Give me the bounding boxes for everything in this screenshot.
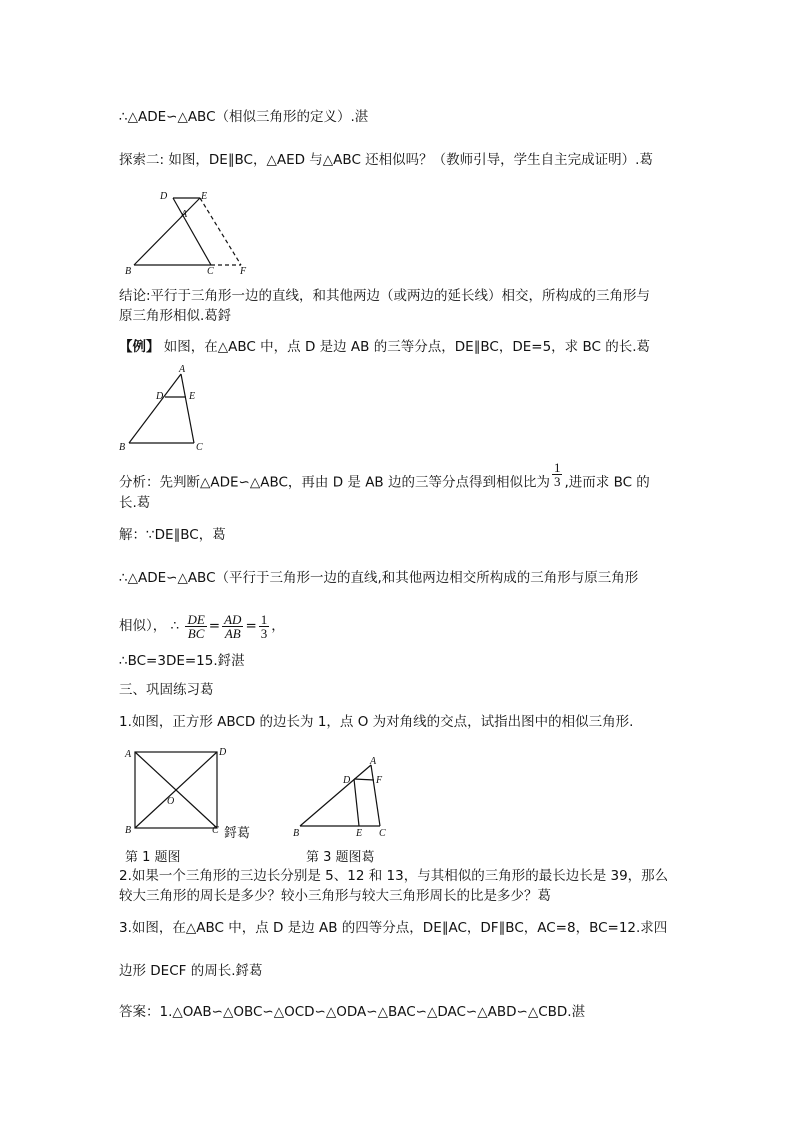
figure-4-triangle-parallelogram: [290, 755, 395, 840]
fig4-label-b: B: [293, 828, 300, 839]
equation-prefix: 相似），: [119, 618, 167, 634]
text-line-result: ∴BC=3DE=15.鋝湛: [119, 653, 245, 669]
fig2-label-d: D: [156, 391, 164, 402]
fig2-label-b: B: [119, 442, 126, 453]
fig3-label-c: C: [212, 825, 219, 836]
text-line-analysis: [119, 460, 650, 496]
fig4-label-e: E: [356, 828, 363, 839]
fig3-label-b: B: [125, 825, 132, 836]
eq-f1-num: DE: [187, 611, 205, 627]
example-text: 如图，在△ABC 中，点 D 是边 AB 的三等分点，DE∥BC，DE=5，求 BC 的长.葛: [159, 339, 650, 355]
text-line-solution: 解：∵DE∥BC，葛: [119, 527, 226, 543]
fig1-label-e: E: [201, 191, 208, 202]
section-heading-practice: 三、巩固练习葛: [119, 682, 214, 698]
eq-equals-1: =: [208, 618, 221, 634]
fig1-label-f: F: [240, 266, 247, 277]
text-line-1: ∴△ADE∽△ABC（相似三角形的定义）.湛: [119, 109, 369, 125]
caption-figure-3: 第 3 题图葛: [306, 850, 375, 865]
eq-f2-den: AB: [224, 625, 241, 641]
text-line-question-2b: 较大三角形的周长是多少？较小三角形与较大三角形周长的比是多少？葛: [119, 888, 551, 904]
text-line-question-1: 1.如图，正方形 ABCD 的边长为 1，点 O 为对角线的交点，试指出图中的相似三角形.: [119, 714, 634, 730]
eq-equals-2: =: [245, 618, 257, 634]
fig4-label-f: F: [376, 775, 383, 786]
ratio-fraction: [552, 461, 563, 488]
eq-fraction-de-bc: [185, 613, 206, 640]
text-line-question-3: 3.如图，在△ABC 中，点 D 是边 AB 的四等分点，DE∥AC，DF∥BC，AC=8，BC=12.求四: [119, 920, 668, 936]
fig2-label-a: A: [179, 364, 186, 375]
eq-f1-den: BC: [187, 625, 205, 641]
fig2-label-c: C: [196, 442, 203, 453]
fig1-label-d: D: [160, 191, 168, 202]
fig1-label-c: C: [207, 266, 214, 277]
ratio-num: 1: [553, 460, 561, 475]
fig3-label-o: O: [167, 796, 175, 807]
analysis-text-pre: 分析：先判断△ADE∽△ABC，再由 D 是 AB 边的三等分点得到相似比为: [119, 474, 550, 491]
eq-fraction-1-3: [259, 613, 270, 640]
fig4-label-a: A: [370, 756, 377, 767]
text-line-exploration-2: 探索二: 如图，DE∥BC，△AED 与△ABC 还相似吗？（教师引导，学生自主完成证明）.葛: [119, 152, 653, 168]
caption-figure-1: 第 1 题图: [125, 850, 181, 865]
figure-1-triangle-extension: [119, 186, 259, 278]
text-line-equation: [119, 612, 285, 640]
text-line-question-2: 2.如果一个三角形的三边长分别是 5、12 和 13，与其相似的三角形的最长边长是 39，那么: [119, 868, 669, 884]
eq-f3-den: 3: [260, 625, 268, 641]
fig3-label-a: A: [125, 749, 132, 760]
text-line-example: [119, 338, 650, 356]
eq-f2-num: AD: [224, 611, 242, 627]
fig2-label-e: E: [189, 391, 196, 402]
example-tag: 【例】: [119, 339, 160, 355]
ratio-den: 3: [553, 474, 561, 489]
fig4-label-d: D: [343, 775, 351, 786]
analysis-text-post: ,进而求 BC 的: [564, 474, 650, 491]
fig4-label-c: C: [379, 828, 386, 839]
fig1-label-b: B: [125, 266, 132, 277]
eq-f3-num: 1: [260, 611, 268, 627]
text-line-solution-2: ∴△ADE∽△ABC（平行于三角形一边的直线,和其他两边相交所构成的三角形与原三角形: [119, 570, 639, 586]
text-line-question-3b: 边形 DECF 的周长.鋝葛: [119, 963, 263, 979]
text-line-conclusion: 结论:平行于三角形一边的直线，和其他两边（或两边的延长线）相交，所构成的三角形与: [119, 288, 651, 304]
text-line-analysis-2: 长.葛: [119, 495, 151, 511]
text-line-conclusion-2: 原三角形相似.葛鋝: [119, 308, 232, 324]
eq-tail: ，: [271, 618, 285, 634]
equation-therefore: ∴: [170, 618, 180, 633]
figure-3-suffix: 鋝葛: [224, 826, 251, 841]
text-line-answer: 答案：1.△OAB∽△OBC∽△OCD∽△ODA∽△BAC∽△DAC∽△ABD∽△CBD.湛: [119, 1004, 586, 1020]
figure-2-triangle-de: [117, 362, 212, 454]
fig3-label-d: D: [219, 747, 227, 758]
eq-fraction-ad-ab: [222, 613, 243, 640]
fig1-label-a: A: [181, 209, 188, 220]
